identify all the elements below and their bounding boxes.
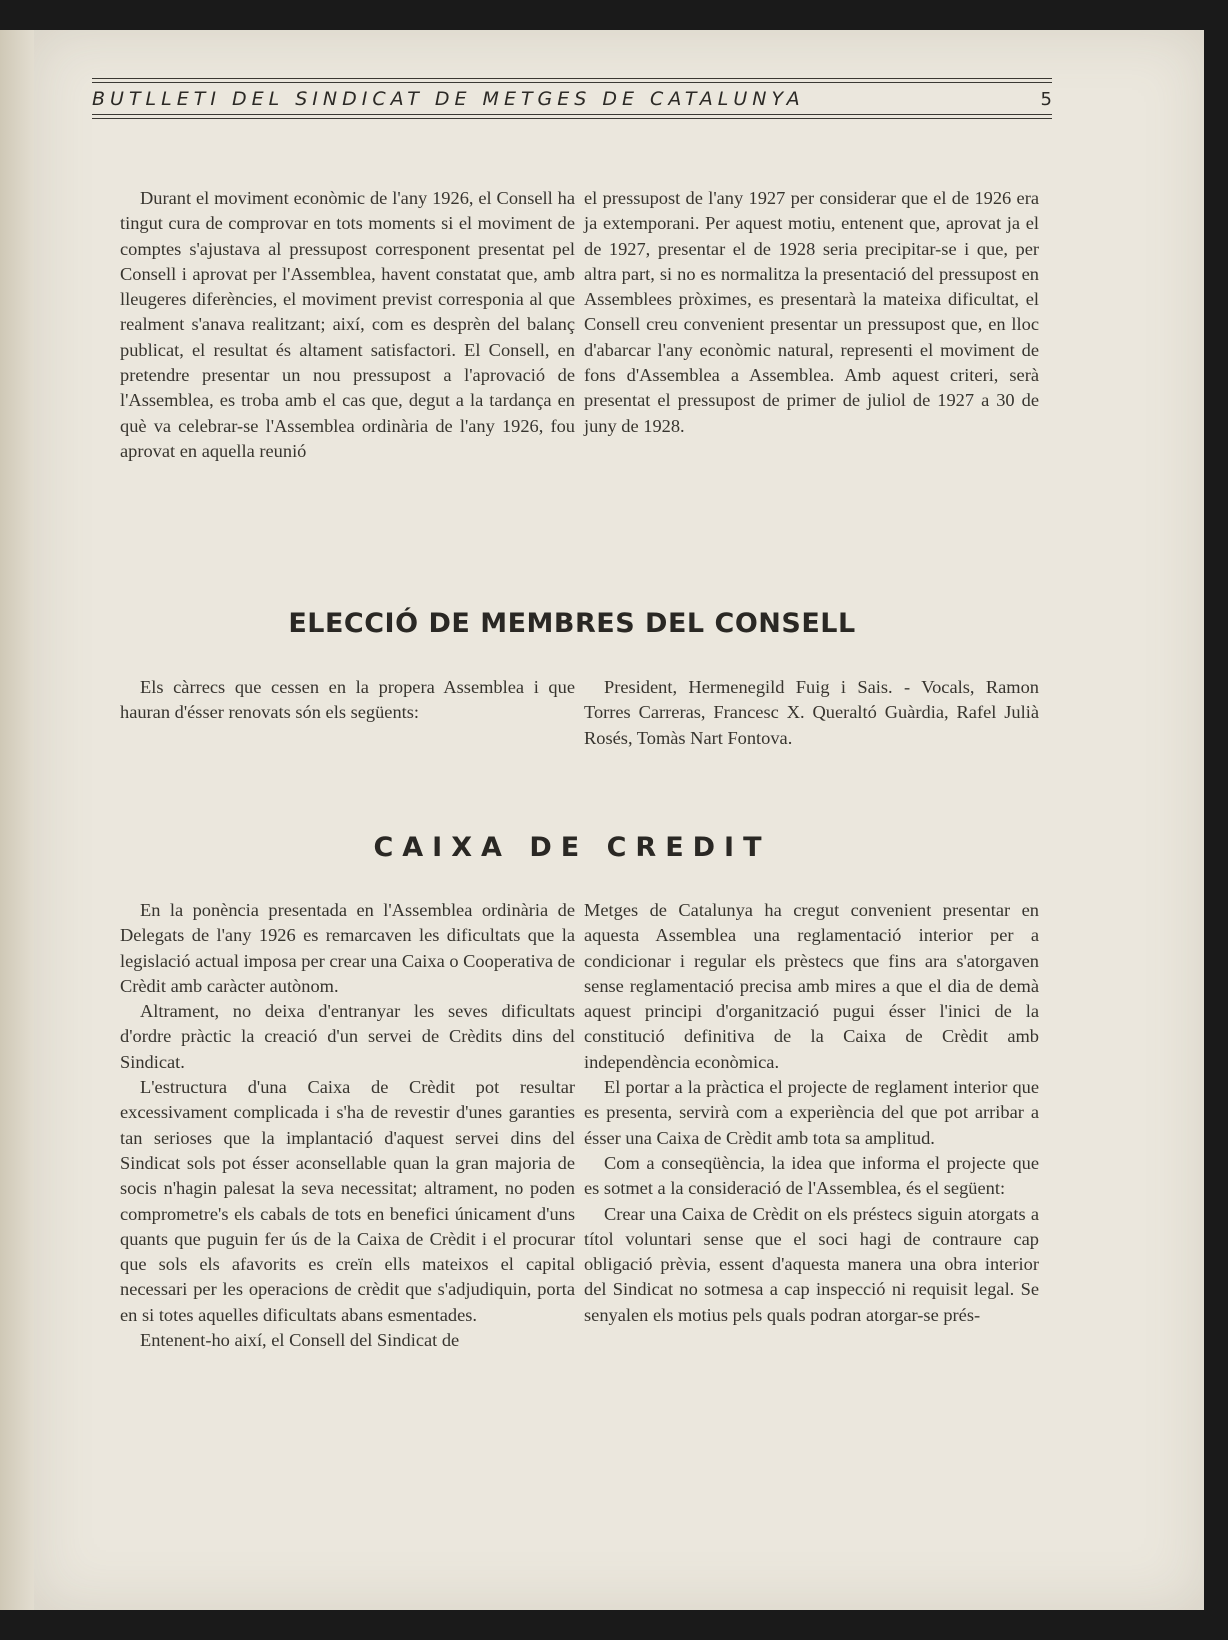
- council-column-left: [120, 675, 575, 726]
- intro-paragraph-left: Durant el moviment econòmic de l'any 1926, el Consell ha tingut cura de comprovar en tots moments si el moviment de comptes s'ajustava al pressupost corresponent presentat pel Consell i aprovat per l'Assemblea, havent constatat que, amb lleugeres diferències, el moviment previst corresponia al que realment s'anava realitzant; així, com es desprèn del balanç publicat, el resultat és altament satisfactori. El Consell, en pretendre presentar un nou pressupost a l'aprovació de l'Assemblea, es troba amb el cas que, degut a la tardança en què va celebrar-se l'Assemblea ordinària de l'any 1926, fou aprovat en aquella reunió: [120, 188, 575, 461]
- credit-paragraph: En la ponència presentada en l'Assemblea ordinària de Delegats de l'any 1926 es remarcaven les dificultats que la legislació actual imposa per crear una Caixa o Cooperativa de Crèdit amb caràcter autònom.: [120, 900, 575, 996]
- header-line: [92, 83, 1052, 114]
- intro-column-right: [584, 186, 1039, 439]
- credit-paragraph: Altrament, no deixa d'entranyar les seves dificultats d'ordre pràctic la creació d'un servei de Crèdits dins del Sindicat.: [120, 1001, 575, 1072]
- intro-paragraph-right: el pressupost de l'any 1927 per considerar que el de 1926 era ja extemporani. Per aquest motiu, entenent que, aprovat ja el de 1927, presentar el de 1928 seria precipitar-se i que, per altra part, si no es normalitza la presentació del pressupost en Assemblees pròximes, es presentarà la mateixa dificultat, el Consell creu convenient presentar un pressupost que, en lloc d'abarcar l'any econòmic natural, representi el moviment de fons d'Assemblea a Assemblea. Amb aquest criteri, serà presentat el pressupost de primer de juliol de 1927 a 30 de juny de 1928.: [584, 188, 1039, 436]
- credit-column-right: [584, 898, 1039, 1328]
- section-heading-credit-fund: CAIXA DE CREDIT: [373, 832, 771, 863]
- credit-paragraph: Crear una Caixa de Crèdit on els préstecs siguin atorgats a títol voluntari sense que el soci hagi de contraure cap obligació prèvia, essent d'aquesta manera una obra interior del Sindicat no sotmesa a cap inspecció ni requisit legal. Se senyalen els motius pels quals podran atorgar-se prés-: [584, 1203, 1039, 1325]
- journal-title: BUTLLETI DEL SINDICAT DE METGES DE CATALUNYA: [92, 88, 805, 110]
- credit-paragraph: L'estructura d'una Caixa de Crèdit pot resultar excessivament complicada i s'ha de revestir d'unes garanties tan serioses que la implantació d'aquest servei dins del Sindicat sols pot ésser aconsellable quan la gran majoria de socis n'hagin palesat la seva necessitat; altrament, no poden comprometre's els cabals de tots en benefici únicament d'uns quants que puguin fer ús de la Caixa de Crèdit i el procurar que sols els afavorits es creïn ells mateixos el capital necessari per les operacions de crèdit que s'adjudiquin, porta en si totes aquelles dificultats abans esmentades.: [120, 1077, 575, 1325]
- header-rule-bottom-thin: [92, 118, 1052, 119]
- section-heading-council-election: ELECCIÓ DE MEMBRES DEL CONSELL: [288, 608, 856, 639]
- page-number: 5: [1040, 89, 1052, 110]
- council-paragraph-left: Els càrrecs que cessen en la propera Assemblea i que hauran d'ésser renovats són els següents:: [120, 677, 575, 723]
- intro-column-left: [120, 186, 575, 464]
- running-header: [92, 78, 1052, 119]
- council-column-right: [584, 675, 1039, 751]
- header-rule-top: [92, 78, 1052, 79]
- header-rule-bottom: [92, 114, 1052, 115]
- credit-paragraph: Metges de Catalunya ha cregut convenient presentar en aquesta Assemblea una reglamentació interior per a condicionar i regular els prèstecs que fins ara s'atorgaven sense reglamentació precisa amb mires a que el dia de demà aquest principi d'organització pugui ésser l'inici de la constitució definitiva de la Caixa de Crèdit amb independència econòmica.: [584, 900, 1039, 1072]
- credit-column-left: [120, 898, 575, 1353]
- credit-paragraph: Entenent-ho així, el Consell del Sindicat de: [140, 1330, 460, 1351]
- credit-paragraph: Com a conseqüència, la idea que informa el projecte que es sotmet a la consideració de l'Assemblea, és el següent:: [584, 1152, 1039, 1199]
- credit-paragraph: El portar a la pràctica el projecte de reglament interior que es presenta, servirà com a experiència del que pot arribar a ésser una Caixa de Crèdit amb tota sa amplitud.: [584, 1077, 1039, 1148]
- council-paragraph-right: President, Hermenegild Fuig i Sais. - Vocals, Ramon Torres Carreras, Francesc X. Queraltó Guàrdia, Rafel Julià Rosés, Tomàs Nart Fontova.: [584, 677, 1039, 748]
